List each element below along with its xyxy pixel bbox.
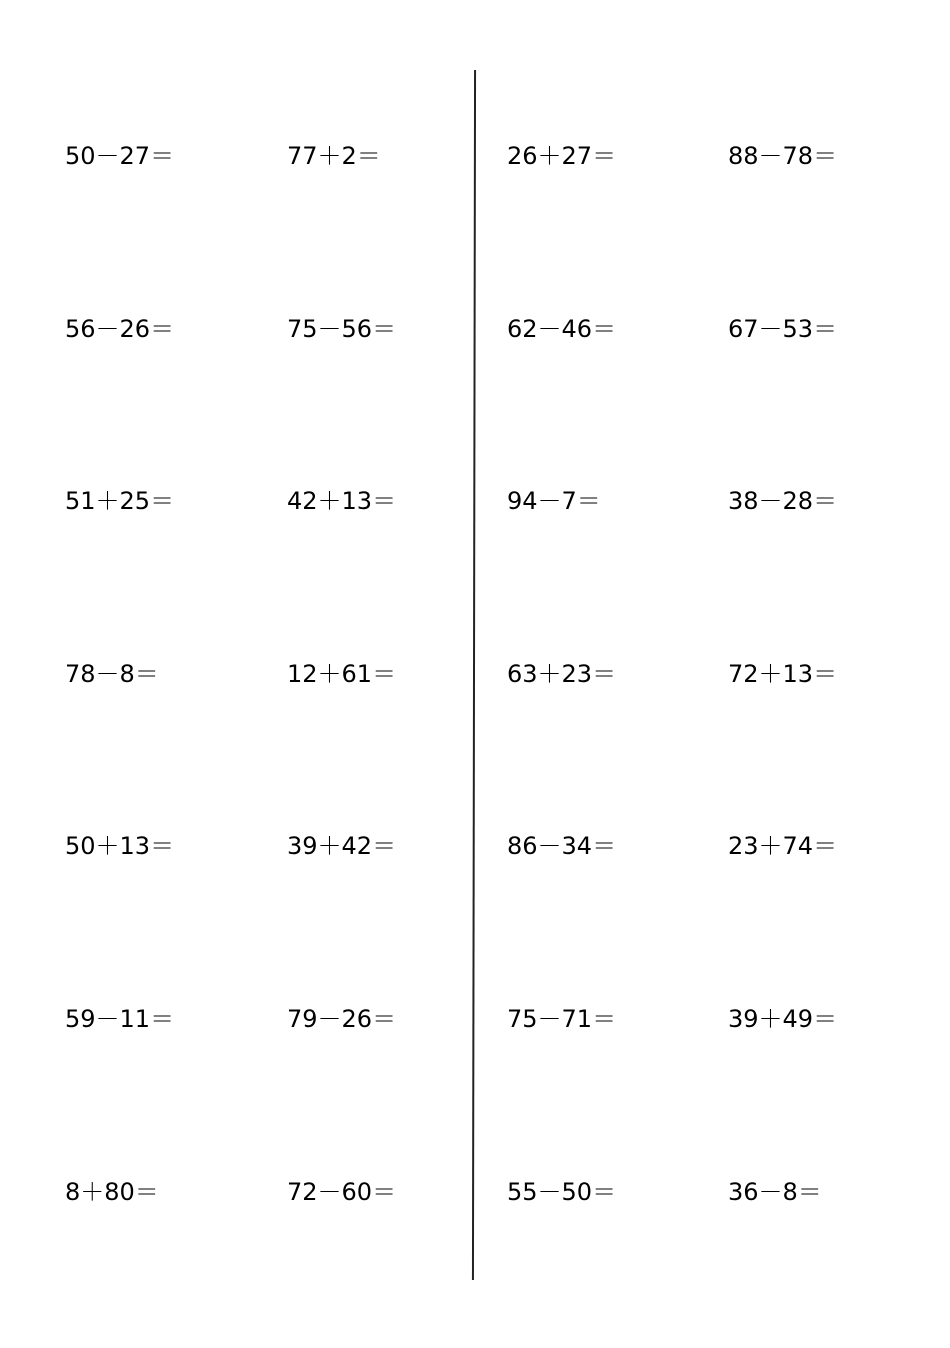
problem-r5-c4: 23＋74＝	[728, 832, 838, 861]
problem-r4-c2: 12＋61＝	[287, 659, 397, 688]
problem-r6-c3: 75－71＝	[507, 1004, 617, 1033]
problem-r4-c4: 72＋13＝	[728, 659, 838, 688]
problem-r6-c1: 59－11＝	[65, 1004, 175, 1033]
problem-r1-c2: 77＋2＝	[287, 142, 381, 170]
problem-r2-c3: 62－46＝	[507, 314, 617, 343]
problem-r3-c3: 94－7＝	[507, 487, 601, 516]
problem-r6-c2: 79－26＝	[287, 1004, 397, 1033]
problem-r4-c3: 63＋23＝	[507, 659, 617, 688]
problem-r4-c1: 78－8＝	[65, 659, 159, 688]
problem-grid	[65, 140, 905, 1348]
problem-r7-c1: 8＋80＝	[65, 1177, 159, 1206]
problem-r3-c1: 51＋25＝	[65, 487, 175, 516]
problem-r2-c1: 56－26＝	[65, 314, 175, 343]
problem-r5-c3: 86－34＝	[507, 832, 617, 861]
problem-r7-c2: 72－60＝	[287, 1177, 397, 1206]
problem-r6-c4: 39＋49＝	[728, 1004, 838, 1033]
problem-r5-c1: 50＋13＝	[65, 832, 175, 861]
problem-r2-c4: 67－53＝	[728, 314, 838, 343]
problem-r1-c1: 50－27＝	[65, 142, 175, 170]
problem-r3-c4: 38－28＝	[728, 487, 838, 516]
problem-r7-c3: 55－50＝	[507, 1177, 617, 1206]
problem-r5-c2: 39＋42＝	[287, 832, 397, 861]
problem-r7-c4: 36－8＝	[728, 1177, 822, 1206]
problem-r1-c4: 88－78＝	[728, 142, 838, 170]
problem-r1-c3: 26＋27＝	[507, 142, 617, 170]
problem-r2-c2: 75－56＝	[287, 314, 397, 343]
problem-r3-c2: 42＋13＝	[287, 487, 397, 516]
